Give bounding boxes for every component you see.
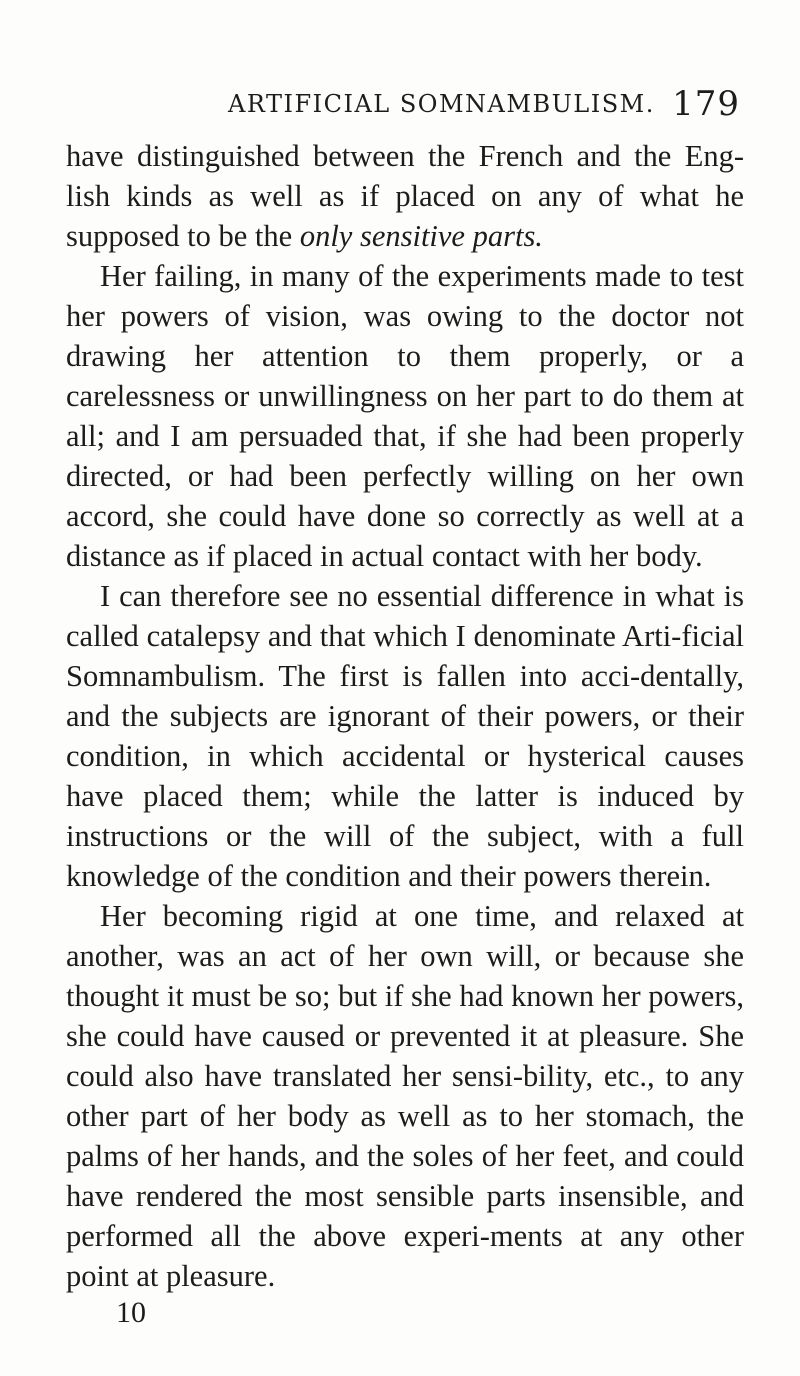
running-head: ARTIFICIAL SOMNAMBULISM. <box>228 90 655 118</box>
page-number: 179 <box>672 84 740 124</box>
italic-phrase: only sensitive parts. <box>299 219 543 253</box>
paragraph-3: I can therefore see no essential difference in what is called catalepsy and that which I denominate Arti-ficial Somnambulism. The first is fallen into acci-dentally, and the subjects are ignorant of their powers, or their condition, in which accidental or hysterical causes have placed them; while the latter is induced by instructions or the will of the subject, with a full knowledge of the condition and their powers therein. <box>66 579 744 893</box>
body-text <box>66 136 744 1296</box>
paragraph-4: Her becoming rigid at one time, and relaxed at another, was an act of her own will, or because she thought it must be so; but if she had known her powers, she could have caused or prevented it at pleasure. She could also have translated her sensi-bility, etc., to any other part of her body as well as to her stomach, the palms of her hands, and the soles of her feet, and could have rendered the most sensible parts insensible, and performed all the above experi-ments at any other point at pleasure. <box>66 899 744 1293</box>
paragraph-1-text: have distinguished between the French and the Eng-lish kinds as well as if placed on any of what he supposed to be the <box>66 139 744 253</box>
signature-mark: 10 <box>116 1296 146 1329</box>
paragraph-2: Her failing, in many of the experiments made to test her powers of vision, was owing to the doctor not drawing her attention to them properly, or a carelessness or unwillingness on her part to do them at all; and I am persuaded that, if she had been properly directed, or had been perfectly willing on her own accord, she could have done so correctly as well at a distance as if placed in actual contact with her body. <box>66 259 744 573</box>
page-header <box>228 84 740 128</box>
paragraph-1 <box>66 136 744 256</box>
